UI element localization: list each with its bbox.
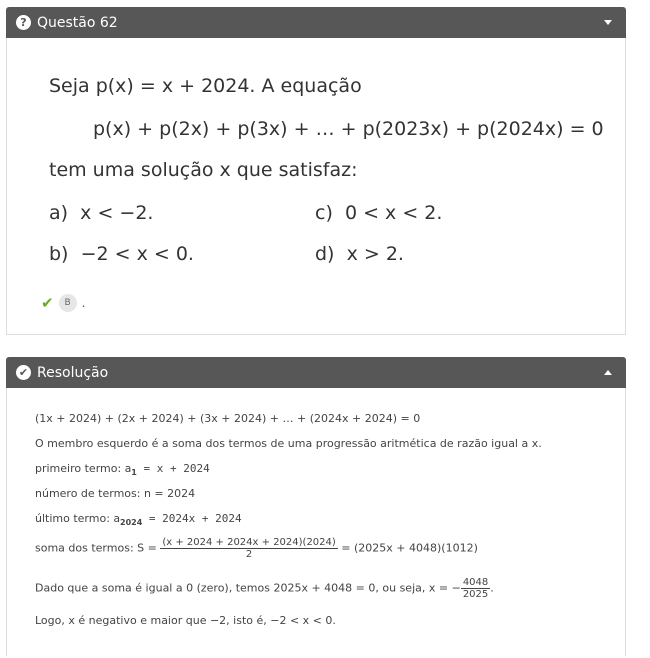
resolution-line-6: [35, 537, 478, 560]
resolution-title: Resolução: [37, 364, 109, 381]
question-title: Questão 62: [37, 14, 118, 31]
check-circle-icon: ✔: [16, 365, 31, 380]
answer-row: [41, 294, 85, 312]
option-text: −2 < x < 0.: [80, 243, 194, 265]
conclusion-text: Dado que a soma é igual a 0 (zero), temos 2025x + 4048 = 0, ou seja, x = −: [35, 581, 461, 595]
x-denominator: 2025: [462, 589, 489, 600]
resolution-line-4: número de termos: n = 2024: [35, 487, 196, 500]
resolution-line-7: [35, 577, 494, 600]
sum-fraction: [160, 537, 337, 560]
answer-badge: B: [59, 294, 77, 312]
resolution-panel-header[interactable]: [6, 357, 626, 388]
question-equation: p(x) + p(2x) + p(3x) + … + p(2023x) + p(2024x) = 0: [93, 118, 604, 140]
question-panel: [6, 7, 626, 335]
sum-numerator: (x + 2024 + 2024x + 2024)(2024): [162, 537, 336, 548]
chevron-down-icon[interactable]: [604, 20, 612, 25]
option-text: 0 < x < 2.: [344, 202, 443, 224]
sum-rest: = (2025x + 4048)(1012): [337, 541, 478, 555]
sum-label: soma dos termos: S =: [35, 541, 161, 555]
resolution-line-3: [35, 462, 210, 480]
resolution-body: [6, 388, 626, 656]
option-text: x > 2.: [346, 243, 404, 265]
option-b[interactable]: [49, 243, 194, 265]
question-panel-header[interactable]: [6, 7, 626, 38]
question-body: [6, 38, 626, 335]
first-term-expr: = x + 2024: [136, 462, 210, 475]
resolution-line-5: [35, 512, 242, 530]
question-circle-icon: ?: [16, 15, 31, 30]
conclusion-end: .: [490, 581, 494, 595]
option-label: a): [49, 202, 69, 224]
last-term-sub: 2024: [120, 518, 143, 527]
option-label: b): [49, 243, 69, 265]
option-a[interactable]: [49, 202, 153, 224]
resolution-line-2: O membro esquerdo é a soma dos termos de uma progressão aritmética de razão igual a x.: [35, 437, 542, 450]
option-d[interactable]: [315, 243, 404, 265]
option-text: x < −2.: [80, 202, 154, 224]
first-term-label: primeiro termo:: [35, 462, 125, 475]
x-numerator: 4048: [462, 577, 489, 588]
option-label: d): [315, 243, 335, 265]
option-label: c): [315, 202, 333, 224]
last-term-expr: = 2024x + 2024: [142, 512, 242, 525]
option-c[interactable]: [315, 202, 442, 224]
sum-denominator: 2: [245, 549, 253, 560]
last-term-var: a: [113, 512, 121, 525]
resolution-line-8: Logo, x é negativo e maior que −2, isto é, −2 < x < 0.: [35, 614, 336, 627]
resolution-panel: [6, 357, 626, 656]
first-term-var: a: [124, 462, 132, 475]
last-term-label: último termo:: [35, 512, 114, 525]
question-line-1: Seja p(x) = x + 2024. A equação: [49, 75, 362, 97]
checkmark-icon: ✔: [41, 294, 54, 312]
resolution-line-1: (1x + 2024) + (2x + 2024) + (3x + 2024) + … + (2024x + 2024) = 0: [35, 412, 421, 425]
first-term-sub: 1: [131, 468, 137, 477]
x-fraction: [461, 577, 490, 600]
question-line-3: tem uma solução x que satisfaz:: [49, 159, 358, 181]
chevron-up-icon[interactable]: [604, 370, 612, 375]
answer-suffix: .: [81, 296, 86, 310]
